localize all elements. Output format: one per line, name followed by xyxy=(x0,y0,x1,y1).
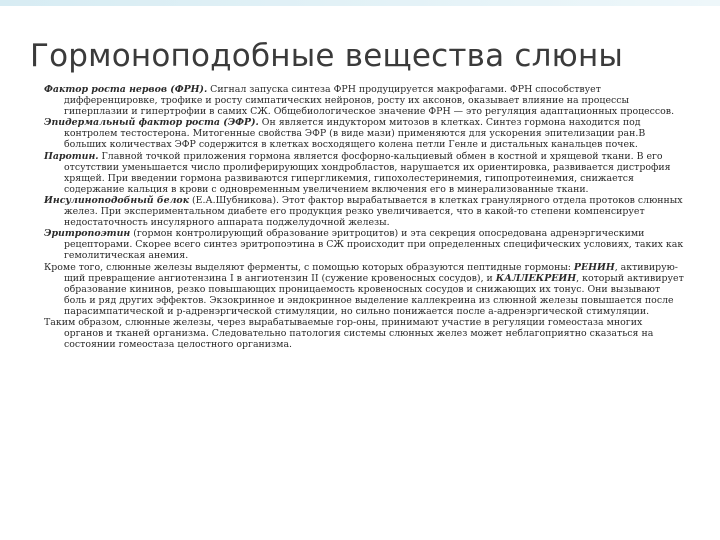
paragraph-enzymes xyxy=(44,262,684,317)
term-insulin-like: Инсулиноподобный белок xyxy=(44,194,190,206)
paragraph-insulin-like xyxy=(44,195,684,228)
paragraph-erythropoietin xyxy=(44,228,684,261)
paragraph-frn xyxy=(44,84,684,117)
paragraph-enzymes-pre: Кроме того, слюнные железы выделяют ферменты, с помощью которых образуются пептидные гормоны: xyxy=(44,261,574,273)
term-renin: РЕНИН xyxy=(573,261,615,273)
term-kallikrein: КАЛЛЕКРЕИН xyxy=(495,272,577,284)
paragraph-efr-text: Он является индуктором митозов в клетках. Синтез гормона находится под контролем тестостерона. Митогенные свойства ЭФР (в виде мази) применяются для ускорения эпителизации ран.В больших количествах ЭФР содержится в клетках восходящего колена петли Генле и дистальных канальцев почек. xyxy=(64,117,646,151)
slide-body xyxy=(44,84,684,350)
paragraph-parotin xyxy=(44,151,684,195)
paragraph-parotin-text: Главной точкой приложения гормона является фосфорно-кальциевый обмен в костной и хрящевой ткани. В его отсутствии уменьшается число пролиферирующих хондробластов, нарушается их ориентировка, развивается дистрофия хрящей. При введении гормона развиваются гипергликемия, гипохолестеринемия, гипопротеинемия, снижается содержание кальция в крови с одновременным увеличением включения его в минерализованные ткани. xyxy=(64,150,671,195)
term-parotin: Паротин. xyxy=(44,150,99,162)
term-efr: Эпидермальный фактор роста (ЭФР). xyxy=(44,117,259,129)
paragraph-conclusion xyxy=(44,317,684,350)
paragraph-enzymes-post: , который активирует образование кининов, резко повышающих проницаемость кровеносных сосудов и снижающих их тонус. Они вызывают боль и ряд других эффектов. Экзокринное и эндокринное выделение каллекреина из слюнной железы повышается после парасимпатической и р-адренэргической стимуляции, но сильно понижается после а-адренэргической стимуляции. xyxy=(64,272,684,317)
paragraph-frn-text: Сигнал запуска синтеза ФРН продуцируется макрофагами. ФРН способствует дифференцировке, трофике и росту симпатических нейронов, росту их аксонов, оказывает влияние на процессы гиперплазии и гипертрофии в самих СЖ. Общебиологическое значение ФРН — это регуляция адаптационных процессов. xyxy=(64,84,675,118)
slide-title: Гормоноподобные вещества слюны xyxy=(30,38,624,74)
top-decorative-bar xyxy=(0,0,720,6)
paragraph-conclusion-text: Таким образом, слюнные железы, через вырабатываемые гор-оны, принимают участие в регуляции гомеостаза многих органов и тканей организма. Следовательно патология системы слюнных желез может неблагоприятно сказаться на состоянии гомеостаза целостного организма. xyxy=(44,316,654,351)
term-frn: Фактор роста нервов (ФРН). xyxy=(44,84,208,95)
paragraph-efr xyxy=(44,117,684,150)
paragraph-erythropoietin-text: (гормон контролирующий образование эритроцитов) и эта секреция опосредована адренэргическими рецепторами. Скорее всего синтез эритропоэтина в СЖ происходит при определенных специфических условиях, таких как гемолитическая анемия. xyxy=(64,228,684,262)
paragraph-enzymes-mid: , активирую-щий превращение ангиотензина I в ангиотензин II (сужение кровеносных сосудов), и xyxy=(64,261,678,284)
paragraph-insulin-like-text: (Е.А.Шубникова). Этот фактор вырабатывается в клетках гранулярного отдела протоков слюнных желез. При экспериментальном диабете его продукция резко увеличивается, что в какой-то степени компенсирует недостаточность инсулярного аппарата поджелудочной железы. xyxy=(64,194,683,229)
term-erythropoietin: Эритропоэтин xyxy=(44,228,131,240)
